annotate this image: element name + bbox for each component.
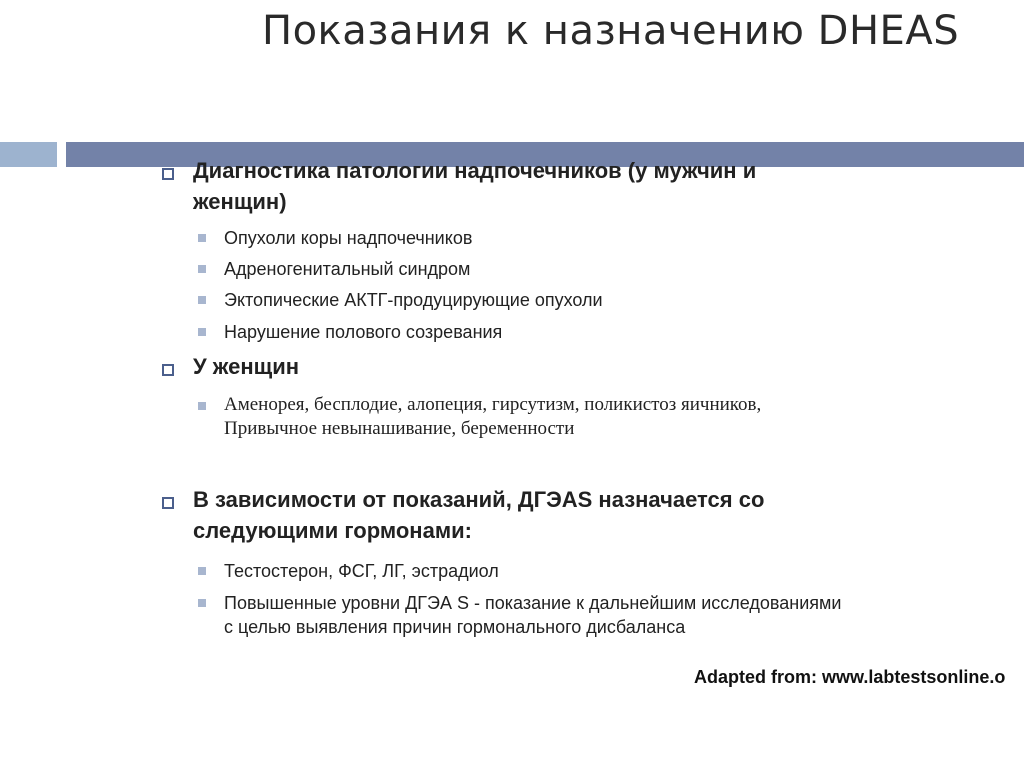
list-item bbox=[224, 393, 984, 441]
section-heading-women: У женщин bbox=[193, 354, 300, 379]
section-bullet-icon bbox=[162, 364, 174, 376]
list-item: Тестостерон, ФСГ, ЛГ, эстрадиол bbox=[224, 561, 499, 581]
list-item-line: Аменорея, бесплодие, алопеция, гирсутизм, поликистоз яичников, bbox=[224, 394, 762, 415]
item-bullet-icon bbox=[198, 265, 206, 273]
list-item: Опухоли коры надпочечников bbox=[224, 228, 473, 248]
item-bullet-icon bbox=[198, 599, 206, 607]
section-heading-line: Диагностика патологии надпочечников (у мужчин и bbox=[193, 158, 757, 183]
section-heading-line: В зависимости от показаний, ДГЭАS назначается со bbox=[193, 487, 765, 512]
list-item: Нарушение полового созревания bbox=[224, 322, 503, 342]
section-heading-adrenal bbox=[193, 155, 873, 217]
item-bullet-icon bbox=[198, 328, 206, 336]
section-bullet-icon bbox=[162, 497, 174, 509]
item-bullet-icon bbox=[198, 567, 206, 575]
list-item: Адреногенитальный синдром bbox=[224, 259, 471, 279]
list-item-line: Повышенные уровни ДГЭА S - показание к дальнейшим исследованиями bbox=[224, 593, 842, 613]
list-item-line: Привычное невынашивание, беременности bbox=[224, 418, 575, 439]
slide-title: Показания к назначению DHEAS bbox=[262, 8, 960, 54]
item-bullet-icon bbox=[198, 402, 206, 410]
list-item bbox=[224, 591, 984, 639]
item-bullet-icon bbox=[198, 296, 206, 304]
list-item-line: с целью выявления причин гормонального дисбаланса bbox=[224, 617, 686, 637]
section-heading-hormones bbox=[193, 484, 873, 546]
source-citation: Adapted from: www.labtestsonline.o bbox=[694, 667, 1006, 687]
section-heading-line: женщин) bbox=[193, 189, 287, 214]
list-item: Эктопические АКТГ-продуцирующие опухоли bbox=[224, 290, 603, 310]
section-bullet-icon bbox=[162, 168, 174, 180]
section-heading-line: следующими гормонами: bbox=[193, 518, 472, 543]
item-bullet-icon bbox=[198, 234, 206, 242]
